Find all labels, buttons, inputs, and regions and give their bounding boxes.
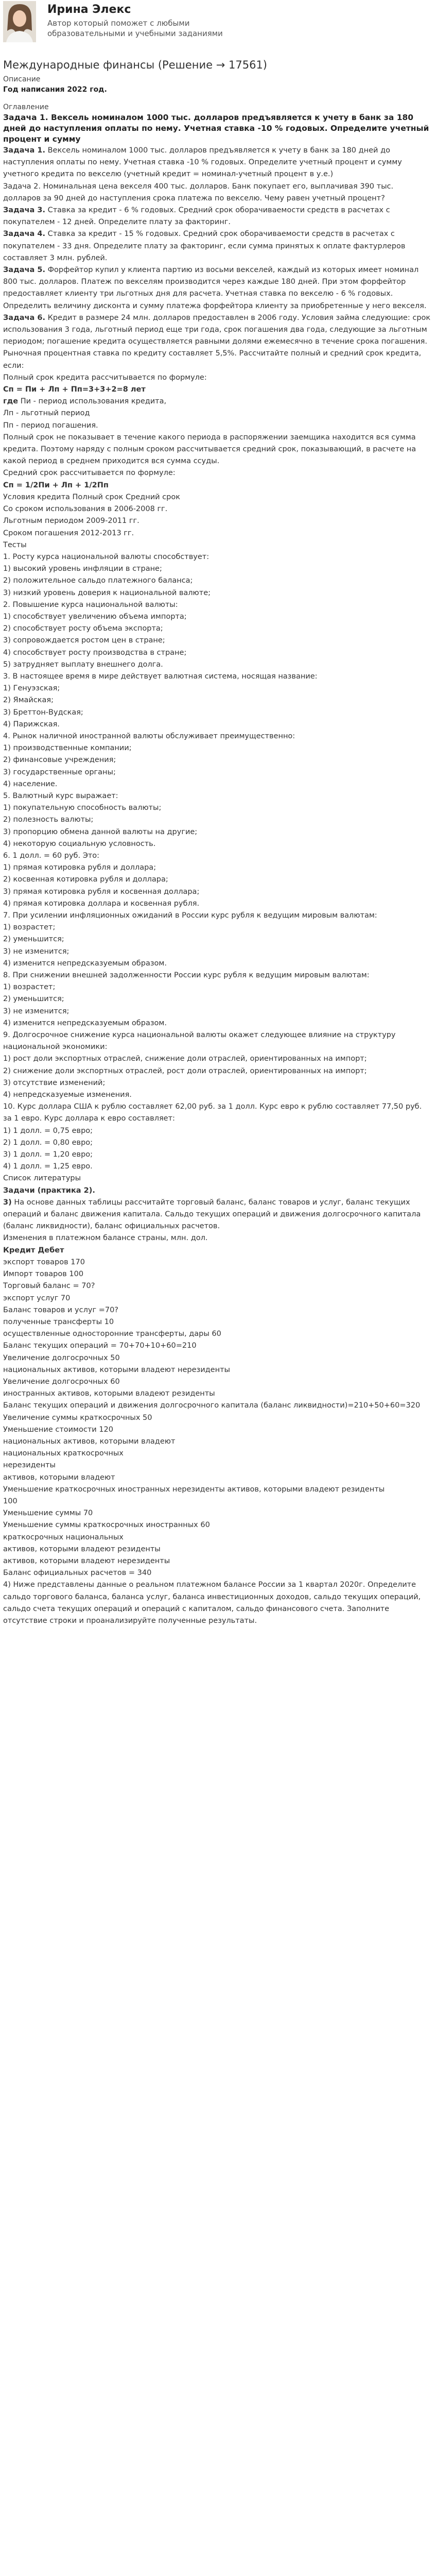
body-paragraph — [3, 264, 431, 312]
paragraph-text: иностранных активов, которыми владеют резиденты — [3, 1389, 215, 1398]
body-paragraph — [3, 515, 431, 527]
paragraph-text: Пи - период использования кредита, — [18, 397, 167, 406]
paragraph-text: 4) 1 долл. = 1,25 евро. — [3, 1162, 93, 1171]
paragraph-text: Форфейтор купил у клиента партию из восьми векселей, каждый из которых имеет номинал 800 тыс. долларов. Платеж по векселям производится через каждые 180 дней. При этом форфейтор предоставляет клиенту три льготных дня для расчета. Учетная ставка по векселю - 6 % годовых. Определить величину дисконта и сумму платежа форфейтора клиенту за приобретенные у него векселя. — [3, 266, 427, 310]
body-paragraph — [3, 1018, 431, 1029]
body-paragraph — [3, 707, 431, 719]
body-paragraph — [3, 1161, 431, 1173]
paragraph-text: 1) возрастет; — [3, 923, 56, 932]
body-paragraph — [3, 480, 431, 492]
body-paragraph — [3, 1567, 431, 1579]
body-paragraph — [3, 1197, 431, 1233]
body-paragraph — [3, 1448, 431, 1460]
paragraph-text: 3) 1 долл. = 1,20 евро; — [3, 1150, 93, 1159]
body-paragraph — [3, 1316, 431, 1328]
body-paragraph — [3, 910, 431, 922]
paragraph-text: Баланс официальных расчетов = 340 — [3, 1569, 152, 1578]
paragraph-text: Баланс текущих операций = 70+70+10+60=210 — [3, 1342, 197, 1350]
body-paragraph — [3, 647, 431, 659]
body-paragraph — [3, 922, 431, 934]
paragraph-text: осуществленные односторонние трансферты, дары 60 — [3, 1330, 221, 1338]
paragraph-text: 5) затрудняет выплату внешнего долга. — [3, 660, 163, 669]
body-paragraph — [3, 528, 431, 539]
paragraph-text: 3) не изменится; — [3, 947, 69, 956]
paragraph-text: 1) возрастет; — [3, 983, 56, 992]
paragraph-text: 4) изменится непредсказуемым образом. — [3, 959, 167, 968]
body-paragraph — [3, 874, 431, 886]
description-label: Описание — [3, 75, 41, 83]
body-paragraph — [3, 181, 431, 205]
paragraph-text: Баланс текущих операций и движения долгосрочного капитала (баланс ликвидности)=210+50+60=320 — [3, 1401, 421, 1410]
paragraph-text: 2) способствует росту объема экспорта; — [3, 624, 163, 633]
paragraph-bold-lead: где — [3, 397, 19, 406]
paragraph-text: На основе данных таблицы рассчитайте торговый баланс, баланс товаров и услуг, баланс текущих операций и баланс движения капитала. Сальдо текущих операций и движения долгосрочного капитала (баланс ликвидности), баланс официальных расчетов. — [3, 1198, 421, 1231]
paragraph-text: 1) высокий уровень инфляции в стране; — [3, 565, 162, 573]
body-paragraph — [3, 946, 431, 958]
body-paragraph — [3, 587, 431, 599]
paragraph-text: 1) способствует увеличению объема импорта; — [3, 612, 187, 621]
body-paragraph — [3, 1268, 431, 1280]
paragraph-text: Кредит в размере 24 млн. долларов предоставлен в 2006 году. Условия займа следующие: срок использования 3 года, льготный период еще три года, срок погашения два года, следующие за льготным периодом; погашение кредита осуществляется равными долями ежемесячно в течение срока погашения. Рыночная процентная ставка по кредиту составляет 5,5%. Рассчитайте полный и средний срок кредита, если: — [3, 313, 431, 370]
paragraph-text: Уменьшение краткосрочных иностранных нерезиденты активов, которыми владеют резиденты — [3, 1485, 385, 1494]
body-paragraph — [3, 312, 431, 372]
paragraph-bold-lead: Сп = 1/2Пи + Лп + 1/2Пп — [3, 481, 109, 489]
paragraph-text: Увеличение долгосрочных 60 — [3, 1377, 120, 1386]
body-paragraph — [3, 145, 431, 181]
paragraph-text: активов, которыми владеют нерезиденты — [3, 1556, 170, 1565]
body-paragraph — [3, 778, 431, 790]
body-paragraph — [3, 372, 431, 384]
body-paragraph — [3, 826, 431, 838]
paragraph-bold-lead: Задачи (практика 2). — [3, 1186, 95, 1195]
body-paragraph — [3, 814, 431, 826]
paragraph-text: 4) способствует росту производства в стране; — [3, 648, 187, 657]
paragraph-text: 4) Ниже представлены данные о реальном платежном балансе России за 1 квартал 2020г. Определите сальдо торгового баланса, баланса услуг, баланса инвестиционных доходов, сальдо текущих операций, сальдо счета текущих операций и операций с капиталом, сальдо финансового счета. Заполните отсутствие строки и проанализируйте полученные результаты. — [3, 1581, 421, 1625]
body-paragraph — [3, 1137, 431, 1149]
body-paragraph — [3, 659, 431, 671]
body-paragraph — [3, 432, 431, 468]
body-paragraph — [3, 1328, 431, 1340]
body-paragraph — [3, 694, 431, 706]
body-paragraph — [3, 790, 431, 802]
paragraph-text: 1) покупательную способность валюты; — [3, 804, 162, 812]
paragraph-text: Сроком погашения 2012-2013 гг. — [3, 529, 134, 537]
paragraph-text: активов, которыми владеют — [3, 1473, 115, 1482]
body-paragraph — [3, 611, 431, 623]
body-paragraph — [3, 1376, 431, 1388]
paragraph-bold-lead: Задача 1. — [3, 146, 45, 155]
paragraph-text: Тесты — [3, 540, 27, 549]
body-paragraph — [3, 1257, 431, 1268]
body-paragraph — [3, 993, 431, 1005]
body-paragraph — [3, 1519, 431, 1531]
body-paragraph — [3, 635, 431, 647]
paragraph-text: 1) производственные компании; — [3, 744, 132, 753]
body-paragraph — [3, 1029, 431, 1053]
paragraph-text: 3) пропорцию обмена данной валюты на другие; — [3, 827, 198, 836]
paragraph-text: 2) уменьшится; — [3, 995, 64, 1004]
body-paragraph — [3, 1579, 431, 1627]
body-paragraph — [3, 934, 431, 945]
body-paragraph — [3, 1352, 431, 1364]
paragraph-text: Изменения в платежном балансе страны, млн. дол. — [3, 1234, 208, 1243]
author-header — [3, 0, 431, 54]
body-paragraph — [3, 539, 431, 551]
paragraph-text: краткосрочных национальных — [3, 1533, 124, 1541]
body-paragraph — [3, 1412, 431, 1424]
body-paragraph — [3, 754, 431, 766]
paragraph-text: полученные трансферты 10 — [3, 1317, 114, 1326]
paragraph-text: 5. Валютный курс выражает: — [3, 791, 118, 800]
paragraph-text: 6. 1 долл. = 60 руб. Это: — [3, 851, 100, 860]
task-heading: Задача 1. Вексель номиналом 1000 тыс. долларов предъявляется к учету в банк за 180 дней до наступления оплаты по нему. Учетная ставка -10 % годовых. Определите учетный процент и сумму — [3, 113, 429, 144]
paragraph-text: 4. Рынок наличной иностранной валюты обслуживает преимущественно: — [3, 732, 295, 740]
body-paragraph — [3, 1280, 431, 1292]
paragraph-text: Пп - период погашения. — [3, 421, 98, 430]
body-paragraph — [3, 671, 431, 683]
body-paragraph — [3, 1089, 431, 1101]
body-paragraph — [3, 958, 431, 970]
body-paragraph — [3, 1472, 431, 1484]
paragraph-text: национальных активов, которыми владеют — [3, 1437, 176, 1446]
body-paragraph — [3, 623, 431, 635]
paragraph-text: Полный срок не показывает в течение какого периода в распоряжении заемщика находится вся сумма кредита. Поэтому наряду с полным сроком рассчитывается средний срок, показывающий, в расчете на какой период в среднем приходится вся сумма ссуды. — [3, 433, 416, 466]
body-paragraph — [3, 205, 431, 228]
avatar[interactable] — [3, 1, 36, 42]
paragraph-text: 2) косвенная котировка рубля и доллара; — [3, 875, 168, 884]
paragraph-text: 4) изменится непредсказуемым образом. — [3, 1019, 167, 1027]
paragraph-text: Со сроком использования в 2006-2008 гг. — [3, 505, 168, 514]
body-paragraph — [3, 1245, 431, 1257]
body-paragraph — [3, 384, 431, 396]
body-paragraph — [3, 1149, 431, 1161]
paragraph-bold-lead: Задача 5. — [3, 266, 45, 275]
paragraph-text: Торговый баланс = 70? — [3, 1282, 95, 1291]
body-paragraph — [3, 1484, 431, 1496]
paragraph-bold-lead: Задача 3. — [3, 206, 45, 215]
toc-label: Оглавление — [3, 103, 49, 111]
paragraph-text: Импорт товаров 100 — [3, 1270, 84, 1279]
document-body — [3, 145, 431, 1627]
author-name[interactable]: Ирина Элекс — [47, 3, 131, 16]
paragraph-text: Ставка за кредит - 6 % годовых. Средний срок оборачиваемости средств в расчетах с покупателем - 12 дней. Определите плату за факторинг. — [3, 206, 390, 227]
body-paragraph — [3, 1400, 431, 1412]
body-paragraph — [3, 683, 431, 694]
body-paragraph — [3, 1101, 431, 1125]
paragraph-text: 2) снижение доли экспортных отраслей, рост доли отраслей, ориентированных на импорт; — [3, 1066, 367, 1075]
year-label: Год написания 2022 год. — [3, 86, 107, 94]
body-paragraph — [3, 1532, 431, 1544]
body-paragraph — [3, 1053, 431, 1065]
paragraph-text: Задача 2. Номинальная цена векселя 400 тыс. долларов. Банк покупает его, выплачивая 390 тыс. долларов за 90 дней до наступления срока платежа по векселю. Чему равен учетный процент? — [3, 182, 394, 202]
paragraph-text: 3) низкий уровень доверия к национальной валюте; — [3, 588, 211, 597]
paragraph-text: Баланс товаров и услуг =70? — [3, 1306, 118, 1314]
body-paragraph — [3, 1507, 431, 1519]
paragraph-text: экспорт товаров 170 — [3, 1258, 85, 1266]
paragraph-text: 4) некоторую социальную условность. — [3, 839, 156, 848]
body-paragraph — [3, 1173, 431, 1184]
paragraph-text: Уменьшение стоимости 120 — [3, 1425, 113, 1434]
body-paragraph — [3, 981, 431, 993]
paragraph-text: 2) Ямайская; — [3, 696, 54, 705]
body-paragraph — [3, 551, 431, 563]
paragraph-text: 2) положительное сальдо платежного баланса; — [3, 577, 193, 585]
body-paragraph — [3, 767, 431, 778]
paragraph-text: нерезиденты — [3, 1461, 56, 1470]
paragraph-text: 10. Курс доллара США к рублю составляет 62,00 руб. за 1 долл. Курс евро к рублю составляет 77,50 руб. за 1 евро. Курс доллара к евро составляет: — [3, 1103, 422, 1123]
paragraph-text: Средний срок рассчитывается по формуле: — [3, 469, 176, 478]
body-paragraph — [3, 850, 431, 862]
body-paragraph — [3, 1555, 431, 1567]
body-paragraph — [3, 1340, 431, 1352]
body-paragraph — [3, 731, 431, 742]
paragraph-text: Список литературы — [3, 1174, 81, 1183]
paragraph-text: Увеличение долгосрочных 50 — [3, 1353, 120, 1362]
body-paragraph — [3, 492, 431, 503]
paragraph-text: Полный срок кредита рассчитывается по формуле: — [3, 373, 207, 382]
paragraph-text: Уменьшение суммы краткосрочных иностранных 60 — [3, 1521, 210, 1530]
body-paragraph — [3, 396, 431, 408]
paragraph-text: 9. Долгосрочное снижение курса национальной валюты окажет следующее влияние на структуру национальной экономики: — [3, 1031, 396, 1052]
body-paragraph — [3, 1077, 431, 1089]
paragraph-text: 3) сопровождается ростом цен в стране; — [3, 636, 165, 645]
body-paragraph — [3, 1125, 431, 1137]
paragraph-text: Условия кредита Полный срок Средний срок — [3, 493, 180, 501]
body-paragraph — [3, 1293, 431, 1304]
body-paragraph — [3, 408, 431, 419]
paragraph-text: Лп - льготный период — [3, 409, 90, 418]
paragraph-text: национальных краткосрочных — [3, 1449, 124, 1458]
paragraph-text: 2. Повышение курса национальной валюты: — [3, 600, 178, 609]
body-paragraph — [3, 1304, 431, 1316]
paragraph-text: 1) рост доли экспортных отраслей, снижение доли отраслей, ориентированных на импорт; — [3, 1055, 367, 1063]
paragraph-text: 4) прямая котировка доллара и косвенная рубля. — [3, 899, 200, 908]
paragraph-text: экспорт услуг 70 — [3, 1294, 71, 1302]
paragraph-text: 1) Генуэзская; — [3, 684, 60, 693]
paragraph-text: 3) Бреттон-Вудская; — [3, 708, 83, 717]
body-paragraph — [3, 503, 431, 515]
paragraph-bold-lead: Кредит Дебет — [3, 1246, 64, 1255]
body-paragraph — [3, 898, 431, 910]
body-paragraph — [3, 1364, 431, 1376]
paragraph-text: 3) отсутствие изменений; — [3, 1078, 106, 1087]
paragraph-text: 2) финансовые учреждения; — [3, 756, 116, 765]
body-paragraph — [3, 1065, 431, 1077]
body-paragraph — [3, 802, 431, 814]
body-paragraph — [3, 575, 431, 587]
paragraph-bold-lead: 3) — [3, 1198, 12, 1207]
paragraph-text: 3. В настоящее время в мире действует валютная система, носящая название: — [3, 672, 318, 681]
paragraph-bold-lead: Задача 6. — [3, 313, 45, 322]
body-paragraph — [3, 1232, 431, 1244]
body-paragraph — [3, 886, 431, 898]
paragraph-text: Увеличение суммы краткосрочных 50 — [3, 1413, 152, 1422]
body-paragraph — [3, 862, 431, 874]
avatar-photo-icon — [3, 1, 36, 42]
paragraph-text: 7. При усилении инфляционных ожиданий в России курс рубля к ведущим мировым валютам: — [3, 911, 377, 920]
body-paragraph — [3, 719, 431, 731]
paragraph-text: 100 — [3, 1497, 18, 1505]
paragraph-bold-lead: Сп = Пи + Лп + Пп=3+3+2=8 лет — [3, 385, 146, 394]
body-paragraph — [3, 1460, 431, 1471]
body-paragraph — [3, 1496, 431, 1507]
paragraph-text: 2) 1 долл. = 0,80 евро; — [3, 1138, 93, 1147]
paragraph-text: 4) непредсказуемые изменения. — [3, 1091, 132, 1099]
paragraph-text: 8. При снижении внешней задолженности России курс рубля к ведущим мировым валютам: — [3, 971, 370, 980]
paragraph-text: национальных активов, которыми владеют нерезиденты — [3, 1365, 230, 1374]
body-paragraph — [3, 563, 431, 575]
body-paragraph — [3, 1388, 431, 1400]
body-paragraph — [3, 1185, 431, 1197]
page-title: Международные финансы (Решение → 17561) — [3, 59, 267, 71]
paragraph-text: 4) Парижская. — [3, 720, 60, 728]
paragraph-text: Вексель номиналом 1000 тыс. долларов предъявляется к учету в банк за 180 дней до наступления оплаты по нему. Учетная ставка -10 % годовых. Определите учетный процент и сумму учетного кредита по векселю (учетный кредит = номинал-учетный процент в у.е.) — [3, 146, 402, 179]
body-paragraph — [3, 1436, 431, 1448]
paragraph-text: активов, которыми владеют резиденты — [3, 1545, 161, 1553]
paragraph-text: Уменьшение суммы 70 — [3, 1509, 93, 1518]
paragraph-text: 4) население. — [3, 779, 58, 788]
body-paragraph — [3, 742, 431, 754]
paragraph-text: Льготным периодом 2009-2011 гг. — [3, 517, 139, 526]
paragraph-bold-lead: Задача 4. — [3, 230, 45, 239]
paragraph-text: 1) прямая котировка рубля и доллара; — [3, 863, 156, 872]
paragraph-text: 1) 1 долл. = 0,75 евро; — [3, 1126, 93, 1135]
body-paragraph — [3, 420, 431, 432]
paragraph-text: Ставка за кредит - 15 % годовых. Средний срок оборачиваемости средств в расчетах с покупателем - 33 дня. Определите плату за факторинг, если сумма принятых к оплате фактурлеров составляет 3 млн. рублей. — [3, 230, 406, 262]
body-paragraph — [3, 838, 431, 850]
body-paragraph — [3, 970, 431, 981]
author-info — [47, 1, 233, 39]
body-paragraph — [3, 1006, 431, 1018]
paragraph-text: 2) полезность валюты; — [3, 816, 94, 824]
paragraph-text: 1. Росту курса национальной валюты способствует: — [3, 552, 210, 561]
paragraph-text: 3) государственные органы; — [3, 768, 116, 776]
paragraph-text: 3) прямая котировка рубля и косвенная доллара; — [3, 887, 200, 896]
body-paragraph — [3, 1544, 431, 1555]
body-paragraph — [3, 228, 431, 264]
body-paragraph — [3, 467, 431, 479]
paragraph-text: 2) уменьшится; — [3, 935, 64, 944]
paragraph-text: 3) не изменится; — [3, 1007, 69, 1015]
author-description: Автор который поможет с любыми образовательными и учебными заданиями — [47, 19, 223, 38]
body-paragraph — [3, 599, 431, 611]
body-paragraph — [3, 1424, 431, 1436]
